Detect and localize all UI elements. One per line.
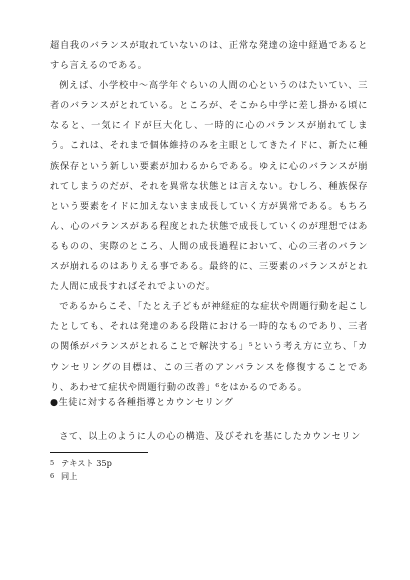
footnote-text: 同上 [61, 470, 78, 481]
section-heading: ●生徒に対する各種指導とカウンセリング [50, 397, 234, 408]
footnote-divider [50, 452, 148, 453]
footnote-text: テキスト 35p [61, 458, 112, 468]
footnote-6 [50, 470, 112, 483]
closing-paragraph [50, 428, 368, 442]
footnotes [50, 457, 112, 482]
footnote-number: 5 [50, 459, 55, 467]
footnote-number: 6 [50, 471, 55, 480]
paragraph-1: 超自我のバランスが取れていないのは、正常な発達の途中経過であるとすら言えるのである。 [50, 40, 368, 72]
paragraph-3: であるからこそ、「たとえ子どもが神経症的な症状や問題行動を起こしたとしても、それは発達のある段階における一時的なものであり、三者の関係がバランスがとれることで解決する」⁵という考え方に立ち、「カウンセリングの目標は、この三者のアンバランスを修復することであり、あわせて症状や問題行動の改善」⁶をはかるのである。 [50, 301, 368, 393]
closing-text: さて、以上のように人の心の構造、及びそれを基にしたカウンセリン [59, 431, 361, 442]
footnote-5 [50, 457, 112, 470]
paragraph-2: 例えば、小学校中～高学年ぐらいの人間の心というのはたいてい、三者のバランスがとれている。ところが、そこから中学に差し掛かる頃になると、一気にイドが巨大化し、一時的に心のバランスが崩れてしまう。これは、それまで個体維持のみを主眼としてきたイドに、新たに種族保存という新しい要素が加わるからである。ゆえに心のバランスが崩れてしまうのだが、それを異常な状態とは言えない。むしろ、種族保存という要素をイドに加えないまま成長していく方が異常である。もちろん、心のバランスがある程度とれた状態で成長していくのが理想ではあるものの、実際のところ、人間の成長過程において、心の三者のバランスが崩れるのはありえる事である。最終的に、三要素のバランスがとれた人間に成長すればそれでよいのだ。 [50, 80, 368, 293]
body-text [50, 36, 368, 398]
